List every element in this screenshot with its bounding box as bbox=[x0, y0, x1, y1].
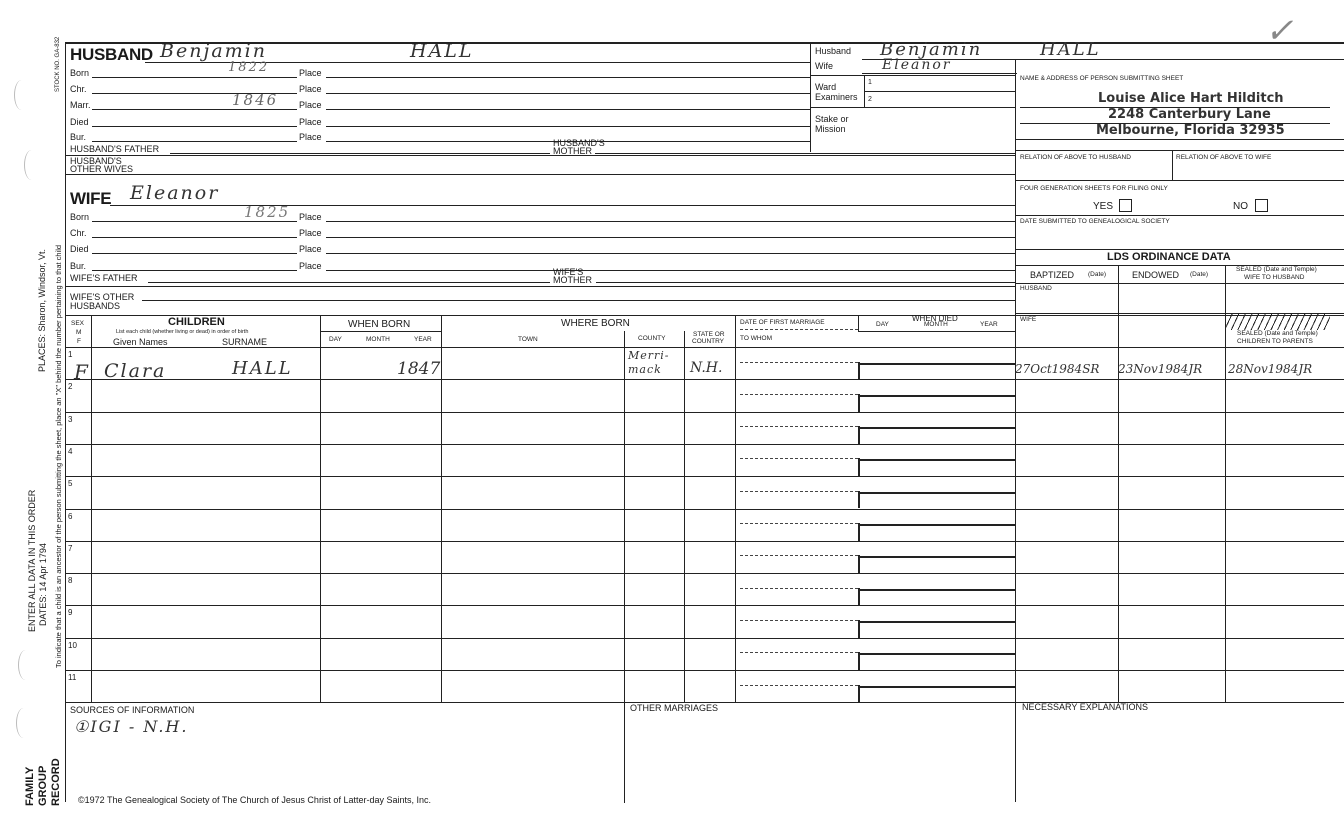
child-row-number: 8 bbox=[68, 576, 73, 586]
child1-sex[interactable]: F bbox=[74, 360, 88, 384]
marriage-date-line bbox=[740, 555, 858, 556]
died-month-label: MONTH bbox=[924, 321, 948, 328]
child-row-divider bbox=[65, 573, 1344, 574]
enter-all-data-note: ENTER ALL DATA IN THIS ORDER bbox=[27, 489, 37, 632]
child1-given-name[interactable]: Clara bbox=[104, 360, 167, 382]
sealed-wife-label-1: SEALED (Date and Temple) bbox=[1236, 266, 1317, 273]
form-title-record: RECORD bbox=[50, 758, 62, 806]
submitter-name[interactable]: Louise Alice Hart Hilditch bbox=[1098, 91, 1284, 106]
wifes-mother-label-2: MOTHER bbox=[553, 275, 592, 285]
to-whom-label: TO WHOM bbox=[740, 335, 773, 342]
death-date-line bbox=[858, 395, 1015, 397]
husbands-other-wives-label-1: HUSBAND'S bbox=[70, 156, 122, 166]
husband-heading: HUSBAND bbox=[70, 45, 153, 64]
wife-heading: WIFE bbox=[70, 189, 112, 208]
sealed-children-label-2: CHILDREN TO PARENTS bbox=[1237, 338, 1313, 345]
death-date-line bbox=[858, 427, 1015, 429]
wife-bur-label: Bur. bbox=[70, 261, 87, 271]
child-row-divider bbox=[65, 605, 1344, 606]
marriage-date-line bbox=[740, 652, 858, 653]
wife-died-label: Died bbox=[70, 244, 89, 254]
wife-born-year[interactable]: 1825 bbox=[244, 203, 291, 221]
stock-number: STOCK NO. GA-832 bbox=[55, 36, 61, 92]
lds-ordinance-title: LDS ORDINANCE DATA bbox=[1107, 251, 1231, 263]
child-row-number: 9 bbox=[68, 608, 73, 618]
marriage-date-line bbox=[740, 620, 858, 621]
right-wife-label: Wife bbox=[815, 61, 833, 71]
wife-chr-label: Chr. bbox=[70, 228, 87, 238]
child-row-number: 7 bbox=[68, 543, 73, 553]
husband-chr-label: Chr. bbox=[70, 84, 87, 94]
child-row-divider bbox=[65, 638, 1344, 639]
born-day-label: DAY bbox=[329, 336, 342, 343]
death-date-divider bbox=[858, 458, 860, 476]
wife-born-label: Born bbox=[70, 212, 90, 222]
husband-died-place-label: Place bbox=[299, 117, 322, 127]
death-date-divider bbox=[858, 620, 860, 638]
ordinance-wife-label: WIFE bbox=[1020, 316, 1037, 323]
child-row-number: 6 bbox=[68, 511, 73, 521]
copyright: ©1972 The Genealogical Society of The Church of Jesus Christ of Latter-day Saints, Inc. bbox=[78, 795, 431, 805]
state-label-1: STATE OR bbox=[693, 331, 725, 338]
sealed-children-label-1: SEALED (Date and Temple) bbox=[1237, 330, 1318, 337]
wife-chr-place-label: Place bbox=[299, 228, 322, 238]
child1-surname[interactable]: HALL bbox=[232, 358, 293, 379]
child-ancestor-note: To indicate that a child is an ancestor of the person submitting the sheet, place an "X" behind the number pertaining to that child bbox=[54, 244, 63, 668]
wifes-other-husbands-label-2: HUSBANDS bbox=[70, 301, 121, 311]
death-date-line bbox=[858, 459, 1015, 461]
right-husband-label: Husband bbox=[815, 46, 852, 56]
wife-bur-place-label: Place bbox=[299, 261, 322, 271]
child-row-divider bbox=[65, 509, 1344, 510]
wife-given-name[interactable]: Eleanor bbox=[130, 182, 220, 204]
husband-marr-year[interactable]: 1846 bbox=[232, 91, 279, 109]
marriage-date-line bbox=[740, 426, 858, 427]
binder-ring-mark bbox=[24, 150, 39, 180]
right-husband-given[interactable]: Benjamin bbox=[880, 39, 983, 60]
died-year-label: YEAR bbox=[980, 321, 998, 328]
death-date-divider bbox=[858, 523, 860, 541]
no-label: NO bbox=[1233, 201, 1248, 212]
where-born-heading: WHERE BORN bbox=[561, 318, 630, 329]
child-row-divider bbox=[65, 444, 1344, 445]
child1-county-line2[interactable]: mack bbox=[628, 363, 662, 376]
child-row-divider bbox=[65, 476, 1344, 477]
husbands-father-label: HUSBAND'S FATHER bbox=[70, 144, 160, 154]
child-row-divider bbox=[65, 541, 1344, 542]
death-date-line bbox=[858, 589, 1015, 591]
husband-born-year[interactable]: 1822 bbox=[228, 60, 270, 75]
checkmark: ✓ bbox=[1265, 11, 1294, 51]
baptized-label: BAPTIZED bbox=[1030, 270, 1075, 280]
wifes-father-label: WIFE'S FATHER bbox=[70, 273, 138, 283]
first-marriage-label: DATE OF FIRST MARRIAGE bbox=[740, 319, 825, 326]
relation-husband-label: RELATION OF ABOVE TO HUSBAND bbox=[1020, 154, 1131, 161]
yes-checkbox[interactable] bbox=[1119, 199, 1132, 212]
endowed-label: ENDOWED bbox=[1132, 270, 1179, 280]
death-date-divider bbox=[858, 652, 860, 670]
stake-label: Stake or bbox=[815, 114, 849, 124]
ward-number-2: 2 bbox=[868, 96, 872, 103]
sex-label: SEX bbox=[71, 320, 85, 327]
child-row-number: 1 bbox=[68, 350, 73, 359]
death-date-line bbox=[858, 363, 1015, 365]
death-date-divider bbox=[858, 491, 860, 509]
child-row-number: 2 bbox=[68, 382, 73, 392]
date-submitted-label: DATE SUBMITTED TO GENEALOGICAL SOCIETY bbox=[1020, 218, 1170, 225]
binder-ring-mark bbox=[16, 708, 31, 738]
death-date-line bbox=[858, 524, 1015, 526]
husband-chr-place-label: Place bbox=[299, 84, 322, 94]
sex-m-label: M bbox=[76, 329, 82, 336]
sources-entry[interactable]: ①IGI - N.H. bbox=[74, 717, 189, 736]
town-label: TOWN bbox=[518, 336, 538, 343]
death-date-line bbox=[858, 492, 1015, 494]
binder-ring-mark bbox=[14, 80, 29, 110]
death-date-divider bbox=[858, 426, 860, 444]
other-marriages-label: OTHER MARRIAGES bbox=[630, 703, 719, 713]
surname-label: SURNAME bbox=[222, 337, 268, 347]
state-label-2: COUNTRY bbox=[692, 338, 725, 345]
ward-number-1: 1 bbox=[868, 79, 872, 86]
husband-marr-place-label: Place bbox=[299, 100, 322, 110]
when-born-heading: WHEN BORN bbox=[348, 319, 411, 330]
death-date-divider bbox=[858, 362, 860, 380]
wife-died-place-label: Place bbox=[299, 244, 322, 254]
county-label: COUNTY bbox=[638, 335, 666, 342]
form-title-family: FAMILY bbox=[24, 766, 36, 806]
husband-marr-label: Marr. bbox=[70, 100, 91, 110]
right-husband-surname[interactable]: HALL bbox=[1040, 39, 1101, 60]
form-title-group: GROUP bbox=[37, 765, 49, 806]
no-checkbox[interactable] bbox=[1255, 199, 1268, 212]
husbands-mother-label-1: HUSBAND'S bbox=[553, 138, 605, 148]
husband-bur-place-label: Place bbox=[299, 132, 322, 142]
endowed-date-note: (Date) bbox=[1190, 271, 1209, 278]
marriage-date-line bbox=[740, 491, 858, 492]
child-row-divider bbox=[65, 379, 1344, 380]
four-generation-label: FOUR GENERATION SHEETS FOR FILING ONLY bbox=[1020, 185, 1168, 192]
binder-ring-mark bbox=[18, 650, 33, 680]
ward-label: Ward bbox=[815, 82, 837, 92]
child-row-number: 11 bbox=[68, 673, 77, 682]
places-note: PLACES: Sharon, Windsor, Vt. bbox=[37, 248, 47, 372]
death-date-divider bbox=[858, 555, 860, 573]
death-date-divider bbox=[858, 588, 860, 606]
husband-bur-label: Bur. bbox=[70, 132, 87, 142]
died-day-label: DAY bbox=[876, 321, 889, 328]
submitter-city[interactable]: Melbourne, Florida 32935 bbox=[1096, 123, 1285, 138]
child-row-number: 4 bbox=[68, 446, 73, 456]
child-row-number: 3 bbox=[68, 414, 73, 424]
death-date-line bbox=[858, 653, 1015, 655]
husbands-mother-label-2: MOTHER bbox=[553, 146, 592, 156]
right-wife-given[interactable]: Eleanor bbox=[882, 57, 952, 73]
husband-surname[interactable]: HALL bbox=[410, 40, 474, 62]
death-date-divider bbox=[858, 394, 860, 412]
wife-born-place-label: Place bbox=[299, 212, 322, 222]
death-date-divider bbox=[858, 685, 860, 703]
marriage-date-line bbox=[740, 523, 858, 524]
marriage-date-line bbox=[740, 458, 858, 459]
marriage-date-line bbox=[740, 394, 858, 395]
death-date-line bbox=[858, 556, 1015, 558]
husband-given-name[interactable]: Benjamin bbox=[160, 40, 267, 62]
death-date-line bbox=[858, 686, 1015, 688]
child-row-number: 10 bbox=[68, 640, 77, 650]
ordinance-husband-label: HUSBAND bbox=[1020, 285, 1052, 292]
when-died-heading: WHEN DIED bbox=[912, 314, 958, 323]
mission-label: Mission bbox=[815, 124, 846, 134]
sex-f-label: F bbox=[77, 338, 81, 345]
children-note: List each child (whether living or dead) in order of birth bbox=[116, 329, 249, 335]
marriage-date-line bbox=[740, 588, 858, 589]
child1-endowed[interactable]: 23Nov1984JR bbox=[1118, 362, 1203, 376]
child1-birth-year[interactable]: 1847 bbox=[397, 359, 441, 379]
relation-wife-label: RELATION OF ABOVE TO WIFE bbox=[1176, 154, 1272, 161]
husband-born-label: Born bbox=[70, 68, 90, 78]
baptized-date-note: (Date) bbox=[1088, 271, 1107, 278]
born-year-label: YEAR bbox=[414, 336, 432, 343]
yes-label: YES bbox=[1093, 201, 1114, 212]
wifes-mother-label-1: WIFE'S bbox=[553, 267, 584, 277]
sources-label: SOURCES OF INFORMATION bbox=[70, 705, 195, 715]
death-date-line bbox=[858, 621, 1015, 623]
given-names-label: Given Names bbox=[113, 337, 168, 347]
submitter-street[interactable]: 2248 Canterbury Lane bbox=[1108, 107, 1271, 122]
wifes-other-husbands-label-1: WIFE'S OTHER bbox=[70, 292, 135, 302]
child1-baptized[interactable]: 27Oct1984SR bbox=[1015, 362, 1100, 376]
children-heading: CHILDREN bbox=[168, 316, 225, 328]
husband-born-place-label: Place bbox=[299, 68, 322, 78]
child-row-divider bbox=[65, 412, 1344, 413]
child-row-number: 5 bbox=[68, 479, 73, 489]
husband-died-label: Died bbox=[70, 117, 89, 127]
dates-note: DATES: 14 Apr 1794 bbox=[38, 543, 48, 626]
child1-county-line1[interactable]: Merri- bbox=[628, 349, 670, 362]
hatched-cell bbox=[1226, 314, 1330, 330]
examiners-label: Examiners bbox=[815, 92, 858, 102]
child-row-divider bbox=[65, 670, 1344, 671]
husbands-other-wives-label-2: OTHER WIVES bbox=[70, 164, 134, 174]
child1-sealed[interactable]: 28Nov1984JR bbox=[1228, 362, 1313, 376]
born-month-label: MONTH bbox=[366, 336, 390, 343]
name-address-label: NAME & ADDRESS OF PERSON SUBMITTING SHEET bbox=[1020, 75, 1184, 82]
marriage-date-line bbox=[740, 362, 858, 363]
sealed-wife-label-2: WIFE TO HUSBAND bbox=[1244, 274, 1305, 281]
necessary-explanations-label: NECESSARY EXPLANATIONS bbox=[1022, 702, 1149, 712]
child1-state[interactable]: N.H. bbox=[690, 360, 723, 376]
marriage-date-line bbox=[740, 685, 858, 686]
